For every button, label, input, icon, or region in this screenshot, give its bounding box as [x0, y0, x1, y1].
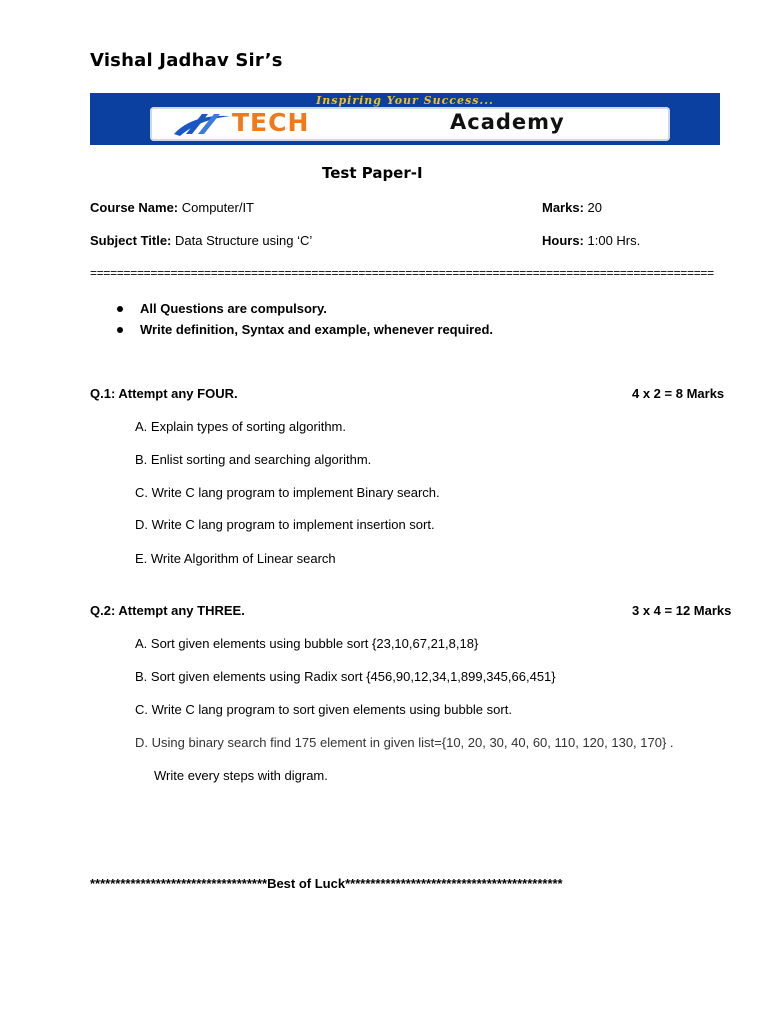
hours — [542, 233, 640, 248]
logo-swoosh-icon — [172, 110, 232, 138]
instruction-item: All Questions are compulsory. — [110, 298, 493, 319]
q2-item: B. Sort given elements using Radix sort {456,90,12,34,1,899,345,66,451} — [135, 669, 556, 684]
logo-panel — [150, 107, 670, 141]
hours-label: Hours: — [542, 233, 584, 248]
q2-item: A. Sort given elements using bubble sort {23,10,67,21,8,18} — [135, 636, 479, 651]
q2-title: Q.2: Attempt any THREE. — [90, 603, 245, 618]
q2-item: D. Using binary search find 175 element in given list={10, 20, 30, 40, 60, 110, 120, 130, 170} . — [135, 735, 674, 750]
footer-best-of-luck: ***********************************Best of Luck******************************************* — [90, 876, 563, 891]
q1-item: E. Write Algorithm of Linear search — [135, 551, 336, 566]
q1-item: D. Write C lang program to implement insertion sort. — [135, 517, 435, 532]
separator-rule: ============================================================================================= — [90, 266, 714, 280]
instructions-list — [110, 298, 493, 340]
q1-title: Q.1: Attempt any FOUR. — [90, 386, 238, 401]
q1-item: B. Enlist sorting and searching algorithm. — [135, 452, 372, 467]
q1-marks: 4 x 2 = 8 Marks — [632, 386, 725, 401]
q2-item-continuation: Write every steps with digram. — [154, 768, 328, 783]
course-label: Course Name: — [90, 200, 179, 215]
q2-item: C. Write C lang program to sort given elements using bubble sort. — [135, 702, 512, 717]
logo-tech-text: TECH — [232, 108, 310, 137]
q1-item: C. Write C lang program to implement Binary search. — [135, 485, 440, 500]
marks-value: 20 — [583, 200, 602, 215]
hours-value: 1:00 Hrs. — [583, 233, 641, 248]
banner-tagline: Inspiring Your Success... — [316, 94, 494, 107]
course-name — [90, 200, 254, 215]
subject-value: Data Structure using ‘C’ — [171, 233, 313, 248]
course-value: Computer/IT — [178, 200, 254, 215]
bullet-icon — [117, 327, 123, 333]
subject-title — [90, 233, 312, 248]
header-title: Vishal Jadhav Sir’s — [90, 50, 283, 71]
logo-academy-text: Academy — [450, 110, 565, 134]
subject-label: Subject Title: — [90, 233, 172, 248]
academy-banner — [90, 93, 720, 145]
marks-label: Marks: — [542, 200, 584, 215]
q2-marks: 3 x 4 = 12 Marks — [632, 603, 732, 618]
q1-item: A. Explain types of sorting algorithm. — [135, 419, 346, 434]
marks — [542, 200, 602, 215]
paper-title: Test Paper-I — [322, 164, 423, 182]
bullet-icon — [117, 306, 123, 312]
instruction-item: Write definition, Syntax and example, whenever required. — [110, 319, 493, 340]
